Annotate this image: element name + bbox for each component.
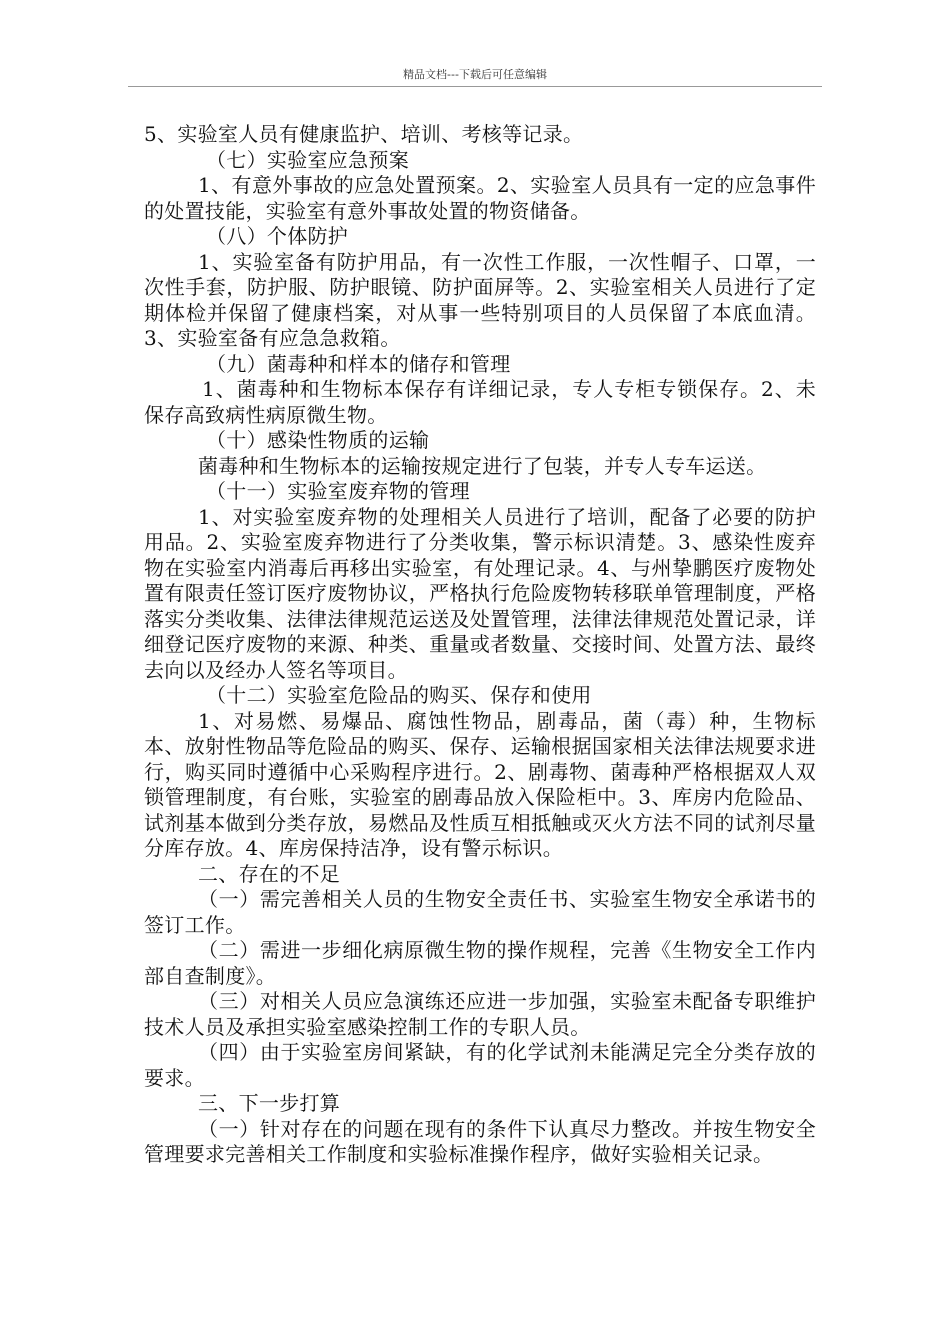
paragraph: 5、实验室人员有健康监护、培训、考核等记录。 [144,122,584,146]
paragraph: （三）对相关人员应急演练还应进一步加强，实验室未配备专职维护技术人员及承担实验室感染控制工作的专职人员。 [144,989,816,1039]
section-heading: （十一）实验室废弃物的管理 [206,479,470,503]
document-body [144,122,816,1168]
section-heading: （七）实验室应急预案 [206,147,409,172]
paragraph: 1、实验室备有防护用品，有一次性工作服，一次性帽子、口罩，一次性手套，防护服、防护眼镜、防护面屏等。2、实验室相关人员进行了定期体检并保留了健康档案，对从事一些特别项目的人员保留了本底血清。3、实验室备有应急急救箱。 [144,249,816,350]
page-header: 精品文档---下载后可任意编辑 [403,68,547,81]
header-divider [128,86,822,87]
paragraph: 1、对易燃、易爆品、腐蚀性物品，剧毒品，菌（毒）种，生物标本、放射性物品等危险品的购买、保存、运输根据国家相关法律法规要求进行，购买同时遵循中心采购程序进行。2、剧毒物、菌毒种严格根据双人双锁管理制度，有台账，实验室的剧毒品放入保险柜中。3、库房内危险品、试剂基本做到分类存放，易燃品及性质互相抵触或灭火方法不同的试剂尽量分库存放。4、库房保持洁净，设有警示标识。 [144,708,816,860]
section-heading: （十二）实验室危险品的购买、保存和使用 [206,683,592,707]
paragraph: （一）针对存在的问题在现有的条件下认真尽力整改。并按生物安全管理要求完善相关工作制度和实验标准操作程序，做好实验相关记录。 [144,1116,816,1166]
section-heading: （八）个体防护 [206,224,349,248]
paragraph: 菌毒种和生物标本的运输按规定进行了包装，并专人专车运送。 [198,453,767,478]
paragraph: （二）需进一步细化病原微生物的操作规程，完善《生物安全工作内部自查制度》。 [144,938,816,988]
paragraph: 1、有意外事故的应急处置预案。2、实验室人员具有一定的应急事件的处置技能，实验室有意外事故处置的物资储备。 [144,173,816,223]
paragraph: 1、对实验室废弃物的处理相关人员进行了培训，配备了必要的防护用品。2、实验室废弃物进行了分类收集，警示标识清楚。3、感染性废弃物在实验室内消毒后再移出实验室，有处理记录。4、与州挚鹏医疗废物处置有限责任签订医疗废物协议，严格执行危险废物转移联单管理制度，严格落实分类收集、法律法律规范运送及处置管理，法律法律规范处置记录，详细登记医疗废物的来源、种类、重量或者数量、交接时间、处置方法、最终去向以及经办人签名等项目。 [144,504,816,682]
chapter-heading: 二、存在的不足 [198,861,341,886]
chapter-heading: 三、下一步打算 [198,1091,341,1115]
paragraph: 1、菌毒种和生物标本保存有详细记录，专人专柜专锁保存。2、未保存高致病性病原微生物。 [144,377,816,427]
paragraph: （一）需完善相关人员的生物安全责任书、实验室生物安全承诺书的签订工作。 [144,887,816,937]
section-heading: （十）感染性物质的运输 [206,428,430,452]
paragraph: （四）由于实验室房间紧缺，有的化学试剂未能满足完全分类存放的要求。 [144,1040,816,1090]
section-heading: （九）菌毒种和样本的储存和管理 [206,351,511,376]
